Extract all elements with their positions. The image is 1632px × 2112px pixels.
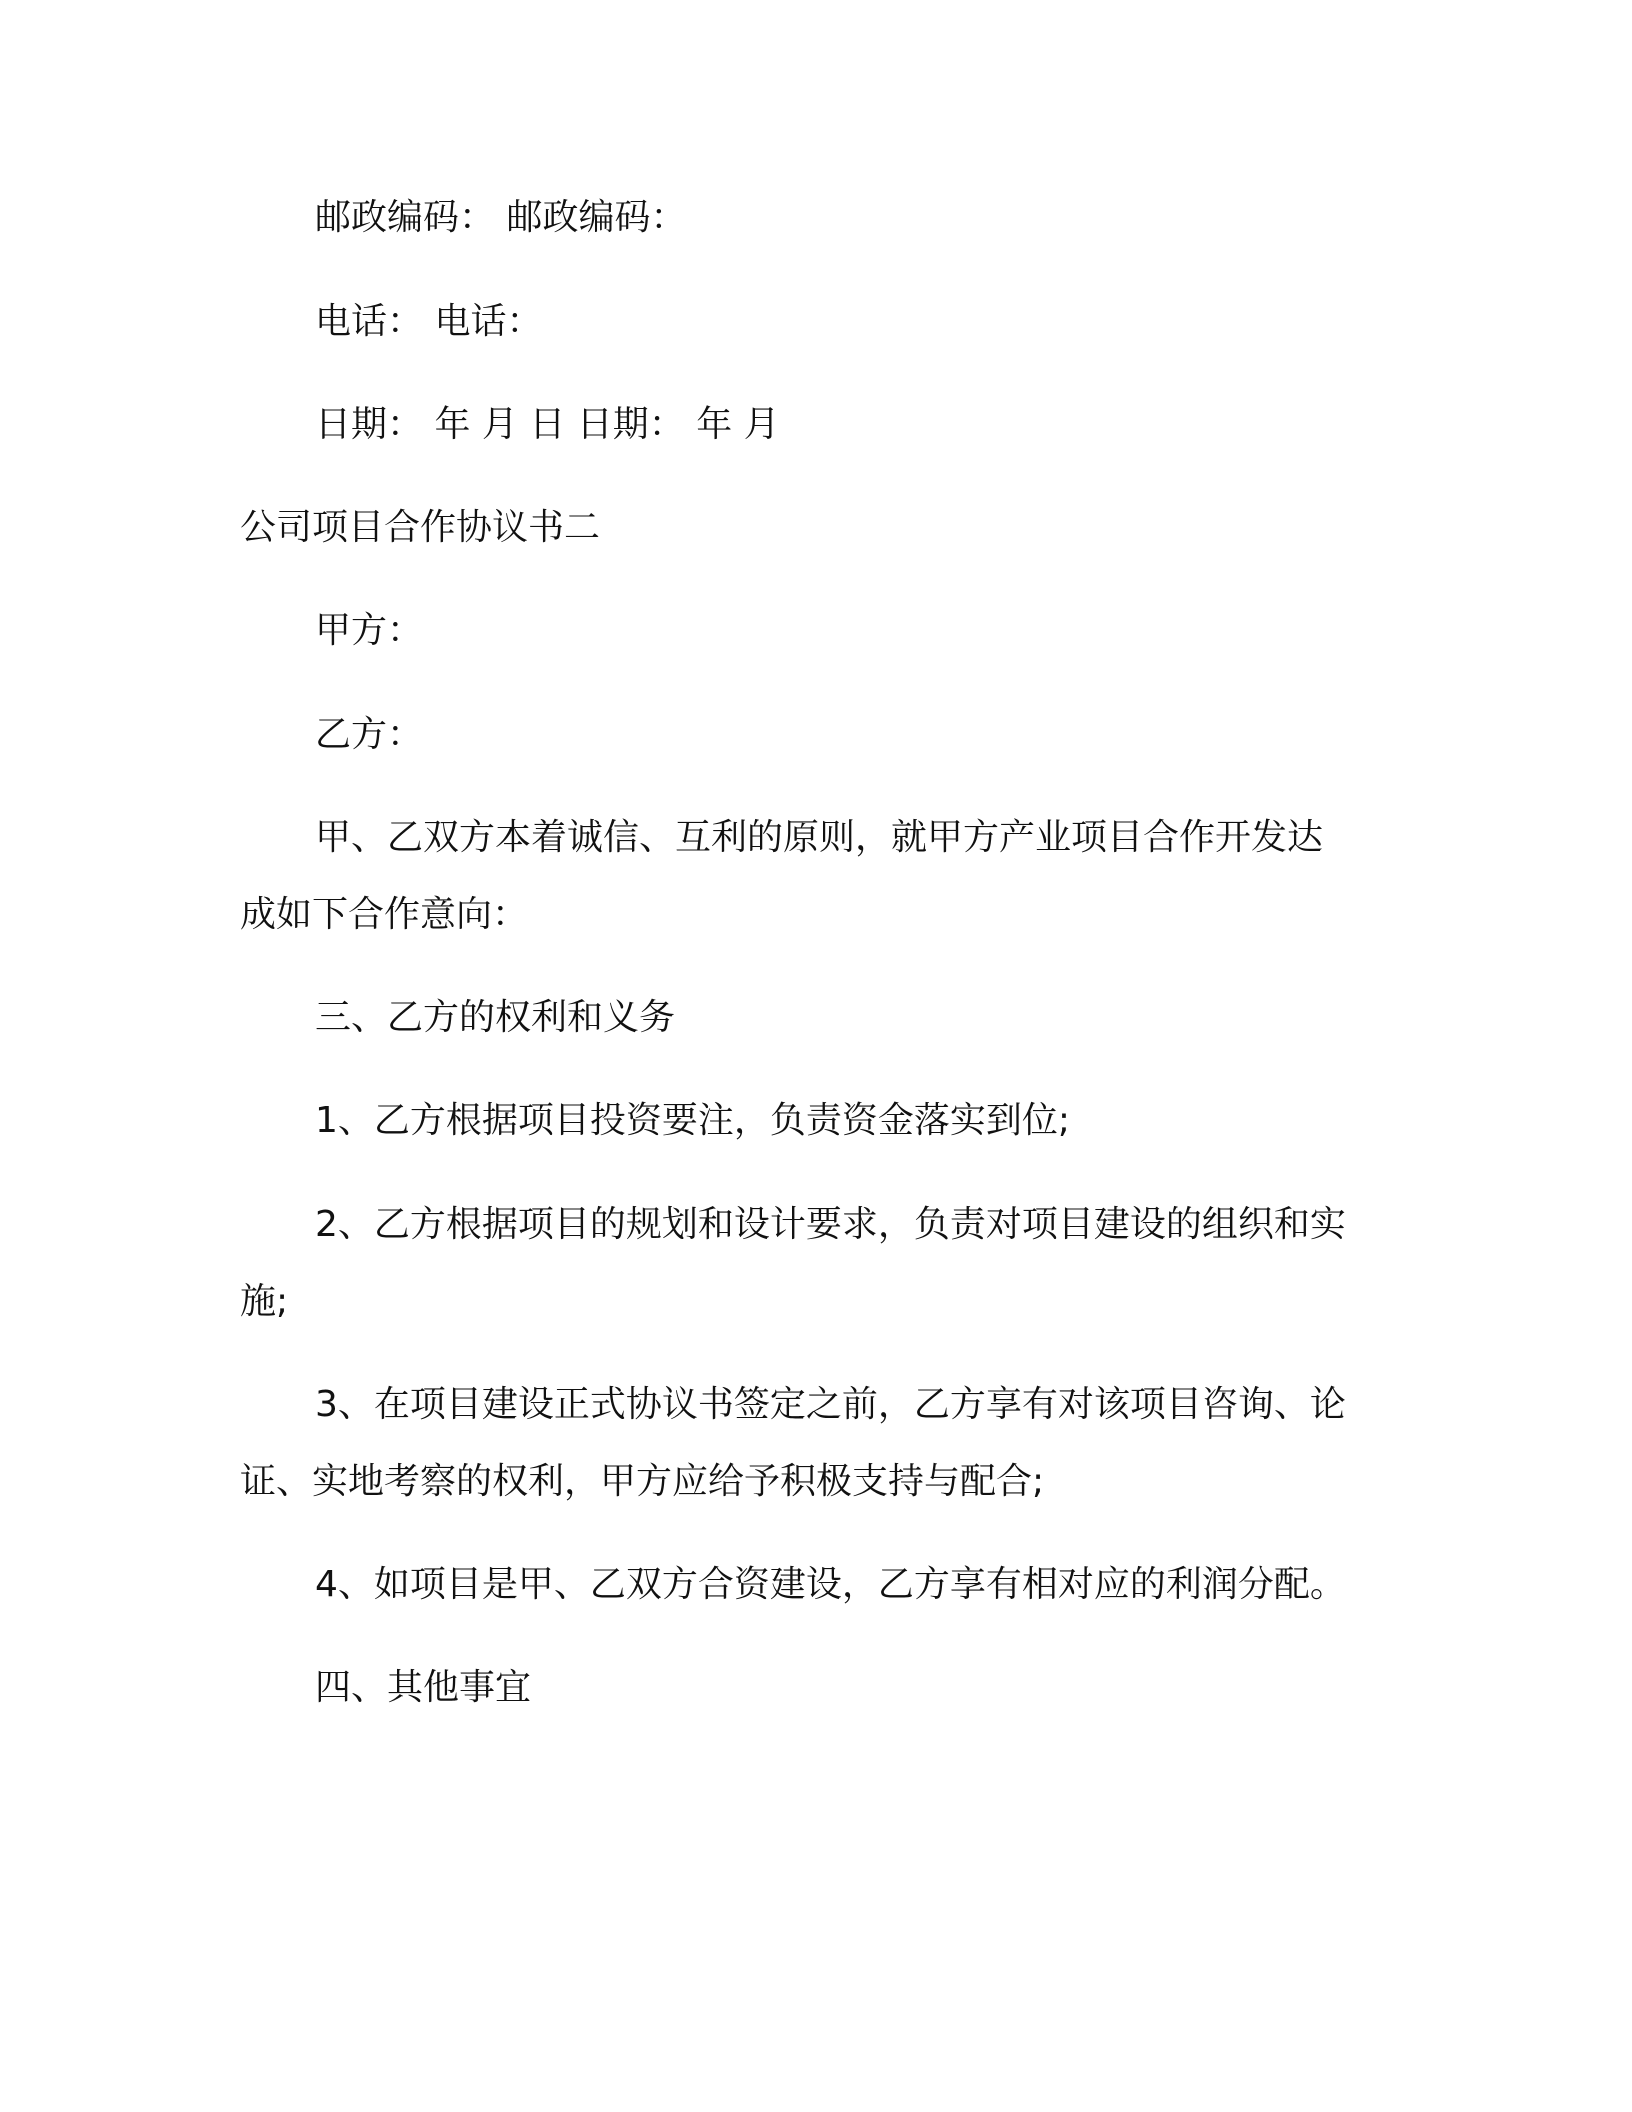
clause-2-line-1: 2、乙方根据项目的规划和设计要求，负责对项目建设的组织和实 xyxy=(315,1204,1346,1245)
clause-3-line-1: 3、在项目建设正式协议书签定之前，乙方享有对该项目咨询、论 xyxy=(315,1384,1346,1425)
clause-4: 4、如项目是甲、乙双方合资建设，乙方享有相对应的利润分配。 xyxy=(315,1564,1346,1605)
intro-paragraph-line-2: 成如下合作意向： xyxy=(240,894,529,935)
clause-2-line-2: 施; xyxy=(240,1281,289,1322)
clause-3-line-2: 证、实地考察的权利，甲方应给予积极支持与配合; xyxy=(240,1461,1045,1502)
party-b-line: 乙方： xyxy=(315,714,424,755)
intro-paragraph-line-1: 甲、乙双方本着诚信、互利的原则，就甲方产业项目合作开发达 xyxy=(315,817,1324,858)
phone-line: 电话： 电话： xyxy=(315,301,543,342)
section-heading-3: 三、乙方的权利和义务 xyxy=(315,997,676,1038)
date-line: 日期： 年 月 日 日期： 年 月 xyxy=(315,404,780,445)
section-heading-4: 四、其他事宜 xyxy=(315,1667,532,1708)
document-title: 公司项目合作协议书二 xyxy=(240,507,601,548)
clause-1: 1、乙方根据项目投资要注，负责资金落实到位; xyxy=(315,1100,1071,1141)
postal-code-line: 邮政编码： 邮政编码： xyxy=(315,197,687,238)
party-a-line: 甲方： xyxy=(315,610,424,651)
